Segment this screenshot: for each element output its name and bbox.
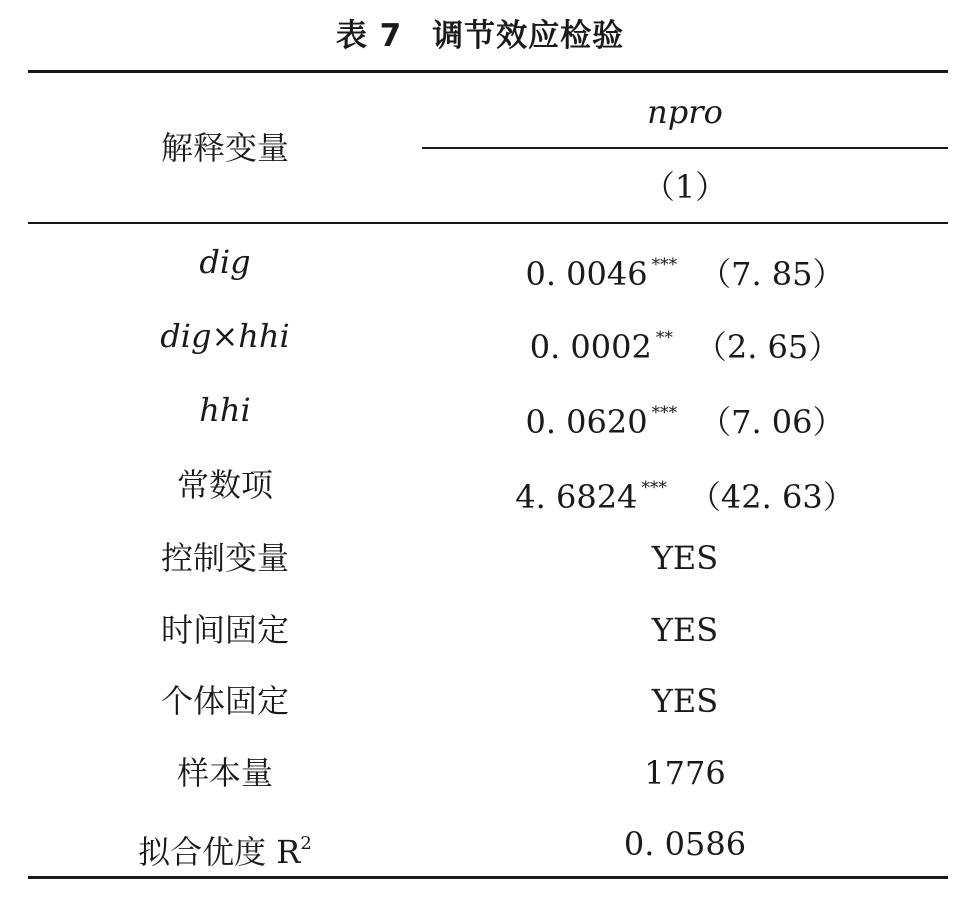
significance-stars: *** [651,403,678,423]
row-value-hhi [422,393,948,442]
t-statistic: （42. 63） [688,478,855,516]
row-label-dig-x-hhi: dig×hhi [160,317,290,355]
row-value-dig [422,245,948,294]
coef: 4. 6824 [515,478,638,516]
coef: 0. 0002 [529,328,652,366]
r-squared-label: 拟合优度 R [138,833,301,871]
header-sub-rule [422,147,948,149]
row-label-sample-size: 样本量 [176,754,273,792]
significance-stars: *** [651,255,678,275]
row-value-control-variables: YES [651,539,719,577]
table-title-text: 调节效应检验 [432,18,625,54]
table-title [0,10,960,55]
row-value-r-squared: 0. 0586 [623,825,747,863]
significance-stars: ** [655,328,673,348]
row-label-hhi: hhi [199,391,251,429]
row-label-control-variables: 控制变量 [160,539,289,577]
row-value-time-fixed: YES [651,611,719,649]
bottom-rule [28,876,948,879]
t-statistic: （7. 85） [699,255,845,293]
row-label-dig: dig [199,243,251,281]
top-rule [28,70,948,73]
header-rule [28,222,948,224]
t-statistic: （7. 06） [699,403,845,441]
coef: 0. 0046 [525,255,648,293]
header-explanatory-variable: 解释变量 [160,129,289,167]
row-value-individual-fixed: YES [651,682,719,720]
t-statistic: （2. 65） [694,328,841,366]
header-column-index: （1） [642,168,728,206]
row-value-sample-size: 1776 [644,754,726,792]
row-label-constant: 常数项 [176,466,273,504]
header-dependent-variable: npro [647,93,723,131]
row-value-dig-x-hhi [422,318,948,367]
significance-stars: *** [641,478,667,498]
row-value-constant [422,468,948,517]
row-label-time-fixed: 时间固定 [160,611,289,649]
row-label-individual-fixed: 个体固定 [160,682,289,720]
table-number: 表 7 [335,18,403,54]
r-squared-superscript: 2 [300,833,312,854]
row-label-r-squared [28,824,422,872]
coef: 0. 0620 [525,403,648,441]
